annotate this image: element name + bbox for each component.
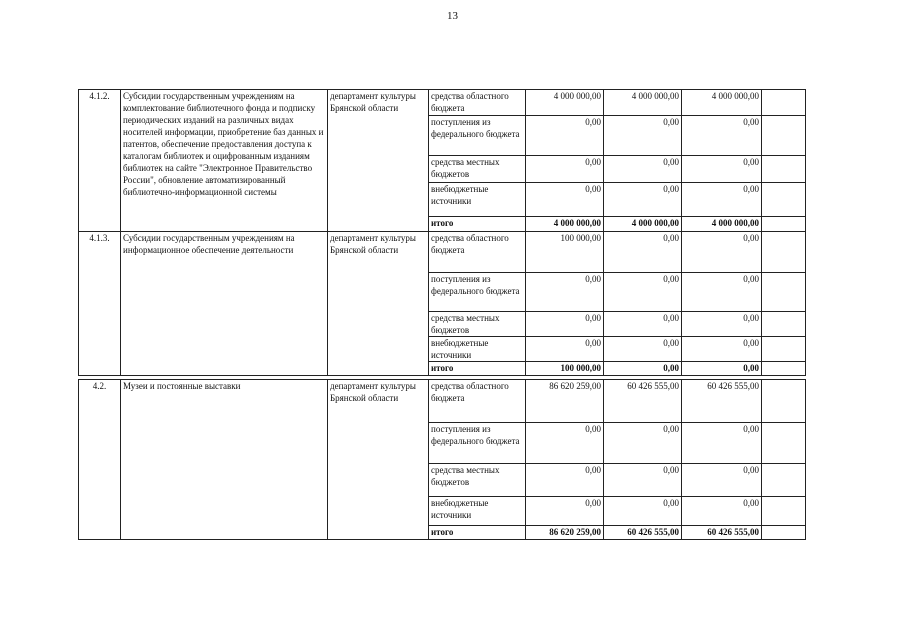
empty-cell [762, 380, 806, 423]
table-row [79, 380, 806, 423]
value-year-2: 0,00 [604, 423, 682, 464]
section-name: Субсидии государственным учреждениям на информационное обеспечение деятельности [121, 232, 328, 376]
value-year-2: 60 426 555,00 [604, 380, 682, 423]
value-year-2: 0,00 [604, 464, 682, 497]
total-year-2: 60 426 555,00 [604, 526, 682, 540]
page-number: 13 [447, 10, 458, 22]
value-year-2: 0,00 [604, 232, 682, 273]
value-year-1: 0,00 [526, 464, 604, 497]
funding-source: поступления из федерального бюджета [429, 116, 526, 156]
value-year-2: 0,00 [604, 497, 682, 526]
value-year-2: 0,00 [604, 337, 682, 362]
value-year-2: 0,00 [604, 183, 682, 217]
value-year-2: 0,00 [604, 156, 682, 183]
empty-cell [762, 337, 806, 362]
total-year-3: 0,00 [682, 362, 762, 376]
funding-source: средства областного бюджета [429, 380, 526, 423]
value-year-1: 0,00 [526, 156, 604, 183]
total-year-2: 4 000 000,00 [604, 217, 682, 232]
total-label: итого [429, 526, 526, 540]
empty-cell [762, 232, 806, 273]
funding-source: средства областного бюджета [429, 232, 526, 273]
table-row [79, 90, 806, 116]
total-year-3: 60 426 555,00 [682, 526, 762, 540]
value-year-1: 86 620 259,00 [526, 380, 604, 423]
section-code: 4.1.3. [79, 232, 121, 376]
empty-cell [762, 526, 806, 540]
empty-cell [762, 362, 806, 376]
value-year-1: 4 000 000,00 [526, 90, 604, 116]
funding-source: средства областного бюджета [429, 90, 526, 116]
funding-source: средства местных бюджетов [429, 156, 526, 183]
total-year-3: 4 000 000,00 [682, 217, 762, 232]
value-year-3: 0,00 [682, 312, 762, 337]
value-year-3: 0,00 [682, 116, 762, 156]
section-executor: департамент культуры Брянской области [328, 232, 429, 376]
value-year-2: 0,00 [604, 116, 682, 156]
value-year-2: 0,00 [604, 273, 682, 312]
value-year-1: 0,00 [526, 183, 604, 217]
section-executor: департамент культуры Брянской области [328, 380, 429, 540]
value-year-1: 0,00 [526, 423, 604, 464]
empty-cell [762, 116, 806, 156]
funding-source: внебюджетные источники [429, 183, 526, 217]
total-year-2: 0,00 [604, 362, 682, 376]
empty-cell [762, 90, 806, 116]
value-year-3: 4 000 000,00 [682, 90, 762, 116]
total-year-1: 100 000,00 [526, 362, 604, 376]
budget-table [78, 89, 806, 540]
empty-cell [762, 273, 806, 312]
total-label: итого [429, 217, 526, 232]
total-year-1: 86 620 259,00 [526, 526, 604, 540]
empty-cell [762, 423, 806, 464]
section-name: Музеи и постоянные выставки [121, 380, 328, 540]
empty-cell [762, 217, 806, 232]
funding-source: средства местных бюджетов [429, 464, 526, 497]
value-year-2: 0,00 [604, 312, 682, 337]
value-year-1: 0,00 [526, 337, 604, 362]
section-code: 4.2. [79, 380, 121, 540]
value-year-3: 60 426 555,00 [682, 380, 762, 423]
funding-source: внебюджетные источники [429, 497, 526, 526]
value-year-3: 0,00 [682, 464, 762, 497]
empty-cell [762, 183, 806, 217]
value-year-1: 0,00 [526, 273, 604, 312]
funding-source: внебюджетные источники [429, 337, 526, 362]
value-year-3: 0,00 [682, 183, 762, 217]
value-year-3: 0,00 [682, 337, 762, 362]
value-year-1: 0,00 [526, 497, 604, 526]
value-year-1: 0,00 [526, 116, 604, 156]
funding-source: средства местных бюджетов [429, 312, 526, 337]
empty-cell [762, 497, 806, 526]
value-year-3: 0,00 [682, 273, 762, 312]
value-year-3: 0,00 [682, 232, 762, 273]
empty-cell [762, 312, 806, 337]
funding-source: поступления из федерального бюджета [429, 423, 526, 464]
value-year-3: 0,00 [682, 156, 762, 183]
funding-source: поступления из федерального бюджета [429, 273, 526, 312]
empty-cell [762, 464, 806, 497]
section-name: Субсидии государственным учреждениям на комплектование библиотечного фонда и подписку периодических изданий на различных видах носителей информации, приобретение баз данных и патентов, обеспечение предоставления доступа к каталогам библиотек и оцифрованным изданиям библиотек на сайте "Электронное Правительство России", обновление автоматизированный библиотечно-информационной системы [121, 90, 328, 232]
value-year-3: 0,00 [682, 423, 762, 464]
total-year-1: 4 000 000,00 [526, 217, 604, 232]
value-year-1: 0,00 [526, 312, 604, 337]
empty-cell [762, 156, 806, 183]
section-code: 4.1.2. [79, 90, 121, 232]
section-executor: департамент культуры Брянской области [328, 90, 429, 232]
value-year-1: 100 000,00 [526, 232, 604, 273]
table-row [79, 232, 806, 273]
value-year-3: 0,00 [682, 497, 762, 526]
total-label: итого [429, 362, 526, 376]
value-year-2: 4 000 000,00 [604, 90, 682, 116]
